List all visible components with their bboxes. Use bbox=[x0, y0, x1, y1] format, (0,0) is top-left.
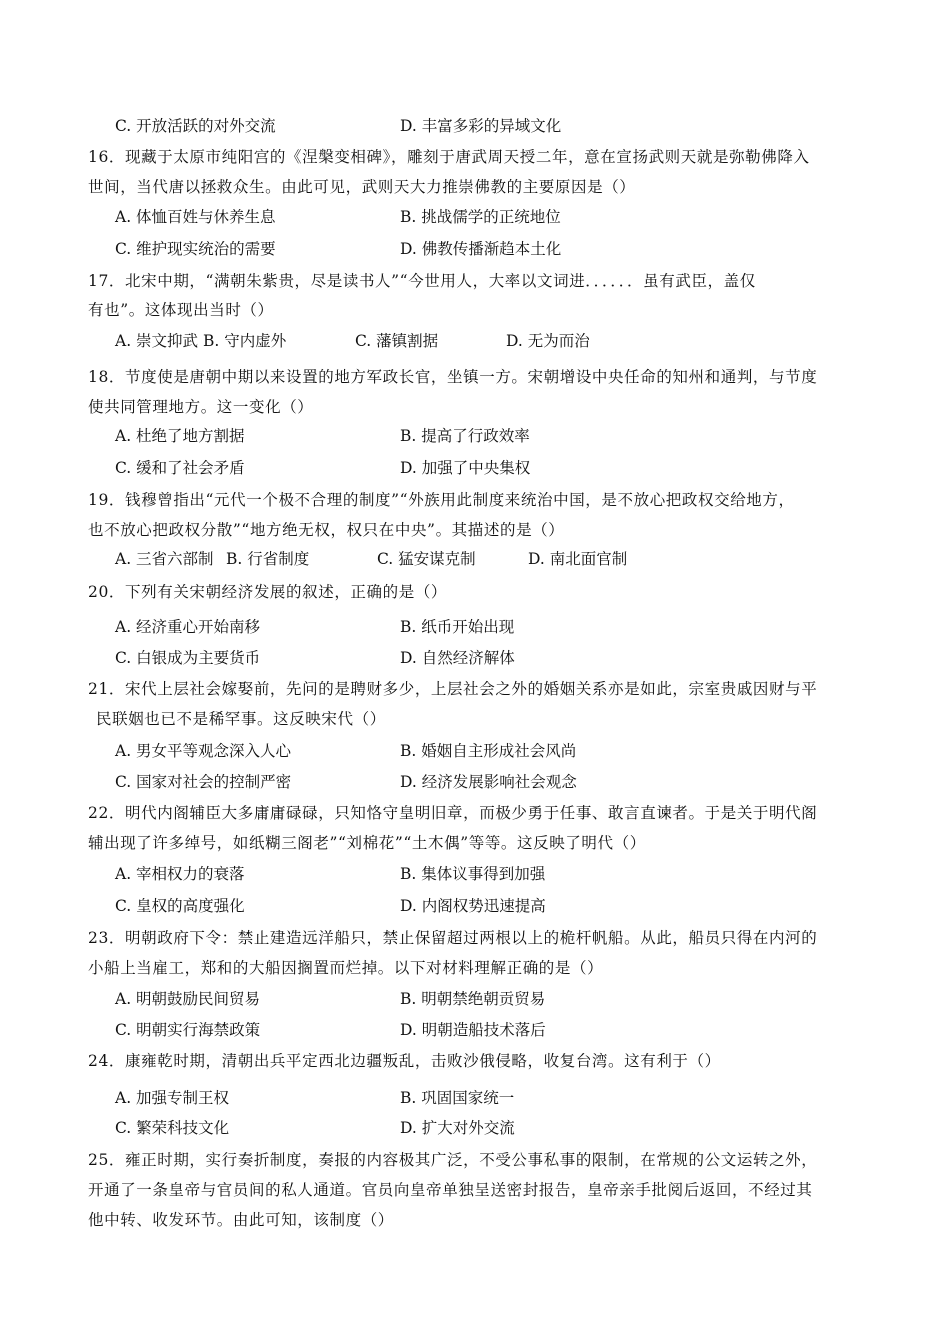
option-d: D. 丰富多彩的异域文化 bbox=[400, 117, 562, 135]
option-d: D. 内阁权势迅速提高 bbox=[400, 897, 546, 915]
option-d: D. 自然经济解体 bbox=[400, 649, 515, 667]
option-a: A. 崇文抑武 bbox=[115, 332, 199, 350]
option-d: D. 佛教传播渐趋本土化 bbox=[400, 240, 562, 258]
option-a: A. 杜绝了地方割据 bbox=[115, 427, 245, 445]
option-d: D. 经济发展影响社会观念 bbox=[400, 773, 577, 791]
option-b: B. 行省制度 bbox=[226, 550, 310, 568]
question-25-line-1: 25．雍正时期，实行奏折制度，奏报的内容极其广泛，不受公事私事的限制，在常规的公文运转之外， bbox=[88, 1151, 818, 1169]
question-23-line-1: 23．明朝政府下令：禁止建造远洋船只，禁止保留超过两根以上的桅杆帆船。从此，船员只得在内河的 bbox=[88, 929, 818, 947]
option-d: D. 明朝造船技术落后 bbox=[400, 1021, 546, 1039]
question-18-line-1: 18．节度使是唐朝中期以来设置的地方军政长官，坐镇一方。宋朝增设中央任命的知州和通判，与节度 bbox=[88, 368, 818, 386]
option-c: C. 繁荣科技文化 bbox=[115, 1119, 230, 1137]
option-d: D. 加强了中央集权 bbox=[400, 459, 531, 477]
question-22-line-1: 22．明代内阁辅臣大多庸庸碌碌，只知恪守皇明旧章，而极少勇于任事、敢言直谏者。于是关于明代阁 bbox=[88, 804, 818, 822]
question-18-line-2: 使共同管理地方。这一变化（） bbox=[88, 398, 314, 416]
option-a: A. 宰相权力的衰落 bbox=[115, 865, 245, 883]
option-a: A. 三省六部制 bbox=[115, 550, 214, 568]
option-c: C. 缓和了社会矛盾 bbox=[115, 459, 245, 477]
question-17-line-1: 17．北宋中期，“满朝朱紫贵，尽是读书人”“今世用人，大率以文词进．．．．．．虽有武臣，盖仅 bbox=[88, 272, 756, 290]
option-a: A. 体恤百姓与休养生息 bbox=[115, 208, 276, 226]
question-25-line-3: 他中转、收发环节。由此可知，该制度（） bbox=[88, 1211, 394, 1229]
option-c: C. 藩镇割据 bbox=[355, 332, 439, 350]
option-a: A. 男女平等观念深入人心 bbox=[115, 742, 292, 760]
question-17-line-2: 有也”。这体现出当时（） bbox=[88, 301, 274, 319]
option-a: A. 经济重心开始南移 bbox=[115, 618, 261, 636]
option-c: C. 白银成为主要货币 bbox=[115, 649, 261, 667]
question-16-line-1: 16．现藏于太原市纯阳宫的《涅槃变相碑》，雕刻于唐武周天授二年，意在宣扬武则天就是弥勒佛降入 bbox=[88, 148, 810, 166]
option-c: C. 猛安谋克制 bbox=[377, 550, 476, 568]
question-21-line-1: 21．宋代上层社会嫁娶前，先问的是聘财多少，上层社会之外的婚姻关系亦是如此，宗室贵戚因财与平 bbox=[88, 680, 818, 698]
option-c: C. 国家对社会的控制严密 bbox=[115, 773, 292, 791]
question-19-line-2: 也不放心把政权分散”“地方绝无权，权只在中央”。其描述的是（） bbox=[88, 521, 565, 539]
option-c: C. 开放活跃的对外交流 bbox=[115, 117, 276, 135]
option-d: D. 南北面官制 bbox=[528, 550, 628, 568]
question-22-line-2: 辅出现了许多绰号，如纸糊三阁老”“刘棉花”“土木偶”等等。这反映了明代（） bbox=[88, 834, 646, 852]
question-19-line-1: 19．钱穆曾指出“元代一个极不合理的制度”“外族用此制度来统治中国，是不放心把政权交给地方， bbox=[88, 491, 795, 509]
question-20-line-1: 20．下列有关宋朝经济发展的叙述，正确的是（） bbox=[88, 583, 448, 601]
option-b: B. 明朝禁绝朝贡贸易 bbox=[400, 990, 546, 1008]
question-25-line-2: 开通了一条皇帝与官员间的私人通道。官员向皇帝单独呈送密封报告，皇帝亲手批阅后返回，不经过其 bbox=[88, 1181, 813, 1199]
option-c: C. 明朝实行海禁政策 bbox=[115, 1021, 261, 1039]
option-d: D. 扩大对外交流 bbox=[400, 1119, 515, 1137]
option-a: A. 加强专制王权 bbox=[115, 1089, 230, 1107]
question-24-line-1: 24．康雍乾时期，清朝出兵平定西北边疆叛乱，击败沙俄侵略，收复台湾。这有利于（） bbox=[88, 1052, 721, 1070]
question-21-line-2: 民联姻也已不是稀罕事。这反映宋代（） bbox=[96, 710, 386, 728]
option-b: B. 守内虚外 bbox=[203, 332, 287, 350]
option-b: B. 提高了行政效率 bbox=[400, 427, 530, 445]
option-b: B. 婚姻自主形成社会风尚 bbox=[400, 742, 577, 760]
option-b: B. 纸币开始出现 bbox=[400, 618, 515, 636]
option-b: B. 挑战儒学的正统地位 bbox=[400, 208, 561, 226]
option-b: B. 集体议事得到加强 bbox=[400, 865, 546, 883]
option-b: B. 巩固国家统一 bbox=[400, 1089, 515, 1107]
option-c: C. 皇权的高度强化 bbox=[115, 897, 245, 915]
question-23-line-2: 小船上当雇工，郑和的大船因搁置而烂掉。以下对材料理解正确的是（） bbox=[88, 959, 604, 977]
option-a: A. 明朝鼓励民间贸易 bbox=[115, 990, 261, 1008]
option-d: D. 无为而治 bbox=[506, 332, 590, 350]
question-16-line-2: 世间，当代唐以拯救众生。由此可见，武则天大力推崇佛教的主要原因是（） bbox=[88, 178, 636, 196]
option-c: C. 维护现实统治的需要 bbox=[115, 240, 276, 258]
